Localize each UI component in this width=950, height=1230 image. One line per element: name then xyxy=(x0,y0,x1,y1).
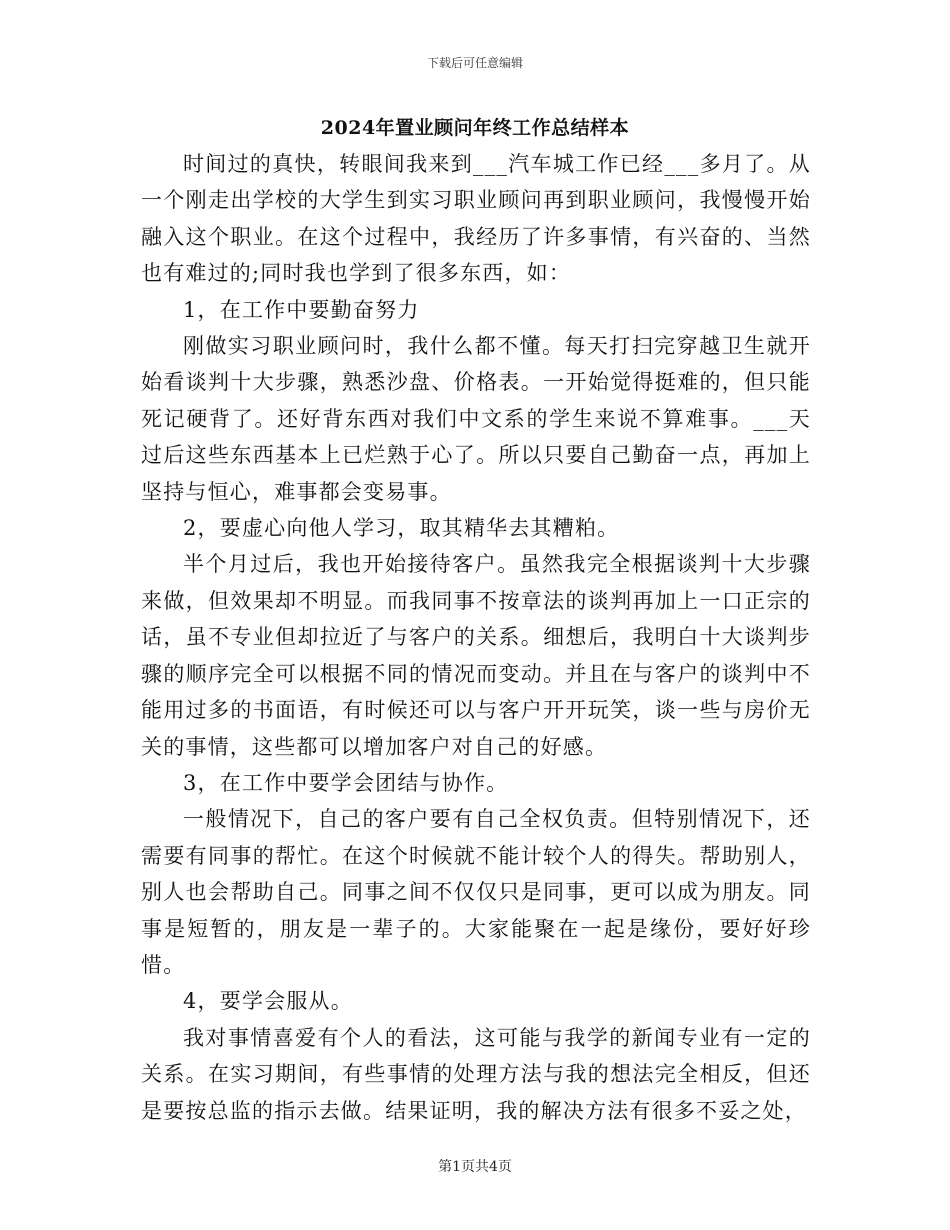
paragraph-section-1: 刚做实习职业顾问时，我什么都不懂。每天打扫完穿越卫生就开始看谈判十大步骤，熟悉沙盘、价格表。一开始觉得挺难的，但只能死记硬背了。还好背东西对我们中文系的学生来说不算难事。___天过后这些东西基本上已烂熟于心了。所以只要自己勤奋一点，再加上坚持与恒心，难事都会变易事。 xyxy=(141,334,811,504)
paragraph-section-4: 我对事情喜爱有个人的看法，这可能与我学的新闻专业有一定的关系。在实习期间，有些事情的处理方法与我的想法完全相反，但还是要按总监的指示去做。结果证明，我的解决方法有很多不妥之处， xyxy=(141,1025,811,1123)
section-heading-1: 1，在工作中要勤奋努力 xyxy=(183,297,420,322)
document-title: 2024年置业顾问年终工作总结样本 xyxy=(320,117,630,139)
paragraph-intro: 时间过的真快，转眼间我来到___汽车城工作已经___多月了。从一个刚走出学校的大学生到实习职业顾问再到职业顾问，我慢慢开始融入这个职业。在这个过程中，我经历了许多事情，有兴奋的、当然也有难过的;同时我也学到了很多东西，如： xyxy=(141,152,811,286)
paragraph-section-2: 半个月过后，我也开始接待客户。虽然我完全根据谈判十大步骤来做，但效果却不明显。而我同事不按章法的谈判再加上一口正宗的话，虽不专业但却拉近了与客户的关系。细想后，我明白十大谈判步骤的顺序完全可以根据不同的情况而变动。并且在与客户的谈判中不能用过多的书面语，有时候还可以与客户开开玩笑，谈一些与房价无关的事情，这些都可以增加客户对自己的好感。 xyxy=(141,552,811,759)
paragraph-section-3: 一般情况下，自己的客户要有自己全权负责。但特别情况下，还需要有同事的帮忙。在这个时候就不能计较个人的得失。帮助别人，别人也会帮助自己。同事之间不仅仅只是同事，更可以成为朋友。同事是短暂的，朋友是一辈子的。大家能聚在一起是缘份，要好好珍惜。 xyxy=(141,807,811,977)
document-body xyxy=(141,146,811,1129)
section-heading-3: 3，在工作中要学会团结与协作。 xyxy=(183,770,509,795)
page-header-note: 下载后可任意编辑 xyxy=(426,56,523,70)
section-heading-4: 4，要学会服从。 xyxy=(183,989,353,1014)
page-number-footer: 第1页共4页 xyxy=(438,1159,512,1175)
section-heading-2: 2，要虚心向他人学习，取其精华去其糟粕。 xyxy=(183,516,620,541)
